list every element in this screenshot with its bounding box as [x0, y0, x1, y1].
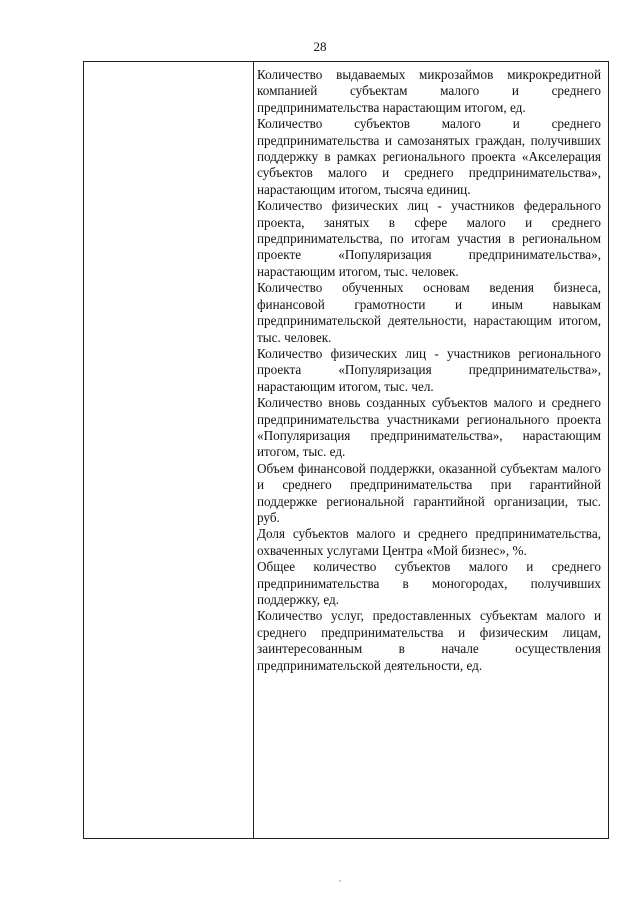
indicator-item-monotowns-support: Общее количество субъектов малого и среднего предпринимательства в моногородах, получивших поддержку, ед. [257, 559, 601, 607]
indicator-item-microloans: Количество выдаваемых микрозаймов микрокредитной компанией субъектам малого и среднего предпринимательства нарастающим итогом, ед. [257, 67, 601, 115]
indicator-item-financial-support-volume: Объем финансовой поддержки, оказанной субъектам малого и среднего предпринимательства при гарантийной поддержке региональной гарантийной организации, тыс. руб. [257, 460, 601, 525]
indicator-item-acceleration-support: Количество субъектов малого и среднего предпринимательства и самозанятых граждан, получивших поддержку в рамках регионального проекта «Акселерация субъектов малого и среднего предпринимательства», нарастающим итогом, тысяча единиц. [257, 116, 601, 197]
indicator-item-federal-project-participants: Количество физических лиц - участников федерального проекта, занятых в сфере малого и среднего предпринимательства, по итогам участия в региональном проекте «Популяризация предпринимательства», нарастающим итогом, тыс. человек. [257, 198, 601, 279]
indicator-item-services-provided: Количество услуг, предоставленных субъектам малого и среднего предпринимательства и физическим лицам, заинтересованным в начале осуществления предпринимательской деятельности, ед. [257, 608, 601, 673]
scan-speck [339, 880, 341, 882]
indicators-list [257, 67, 601, 674]
indicator-item-new-smes: Количество вновь созданных субъектов малого и среднего предпринимательства участниками регионального проекта «Популяризация предпринимательства», нарастающим итогом, тыс. ед. [257, 395, 601, 460]
page-number: 28 [313, 39, 327, 54]
table-column-divider [253, 61, 254, 839]
indicator-item-my-business-share: Доля субъектов малого и среднего предпринимательства, охваченных услугами Центра «Мой бизнес», %. [257, 526, 601, 558]
indicator-item-regional-project-participants: Количество физических лиц - участников регионального проекта «Популяризация предпринимательства», нарастающим итогом, тыс. чел. [257, 345, 601, 394]
indicator-item-trained-persons: Количество обученных основам ведения бизнеса, финансовой грамотности и иным навыкам предпринимательской деятельности, нарастающим итогом, тыс. человек. [257, 280, 601, 345]
